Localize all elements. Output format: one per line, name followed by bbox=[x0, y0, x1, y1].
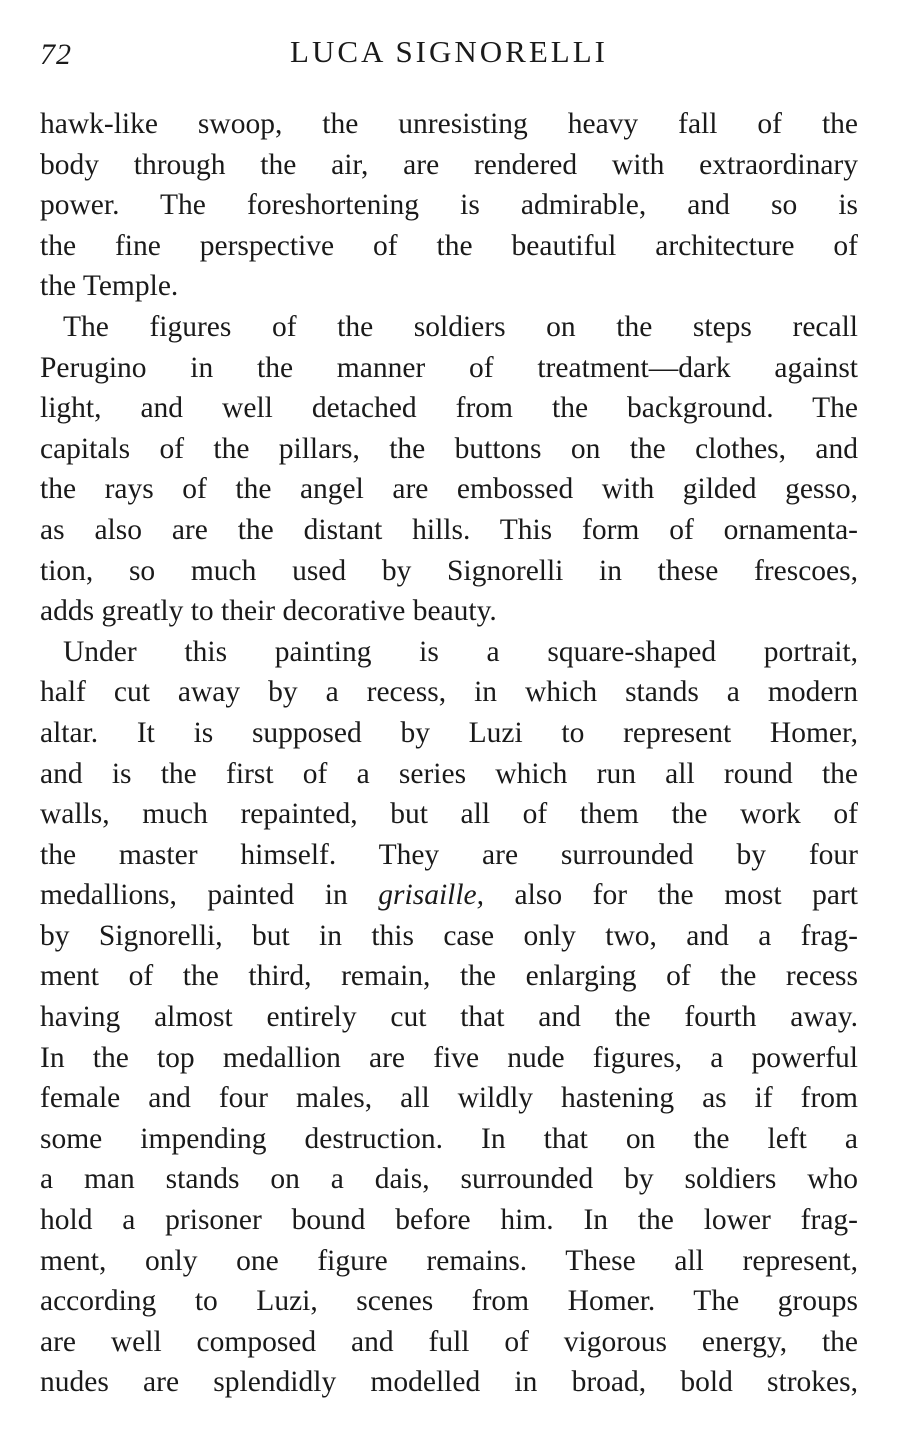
text-line-with-italic bbox=[40, 875, 858, 916]
text-run: medallions, painted in bbox=[40, 879, 379, 912]
text-line: hawk-like swoop, the unresisting heavy fall of the bbox=[40, 108, 858, 140]
running-title: LUCA SIGNORELLI bbox=[290, 34, 608, 69]
text-line: ment of the third, remain, the enlarging of the recess bbox=[40, 960, 858, 993]
running-head bbox=[40, 30, 858, 80]
text-line: hold a prisoner bound before him. In the lower frag- bbox=[40, 1204, 858, 1237]
italic-term: grisaille, bbox=[378, 879, 484, 912]
text-line: as also are the distant hills. This form of ornamenta- bbox=[40, 513, 858, 546]
text-line: light, and well detached from the background. The bbox=[40, 392, 858, 425]
text-line: Under this painting is a square-shaped portrait, bbox=[63, 635, 858, 668]
paragraph-3 bbox=[40, 632, 858, 1403]
text-line: half cut away by a recess, in which stands a modern bbox=[40, 676, 858, 709]
text-line: by Signorelli, but in this case only two, and a frag- bbox=[40, 919, 858, 952]
text-line: walls, much repainted, but all of them the work of bbox=[40, 798, 858, 831]
text-line: the fine perspective of the beautiful architecture of bbox=[40, 229, 858, 262]
paragraph-2 bbox=[40, 307, 858, 632]
text-line: the rays of the angel are embossed with gilded gesso, bbox=[40, 473, 858, 506]
text-run: also for the most part bbox=[484, 879, 858, 912]
book-page bbox=[40, 30, 858, 1403]
paragraph-1 bbox=[40, 104, 858, 307]
text-line: Perugino in the manner of treatment—dark against bbox=[40, 351, 858, 384]
text-line: female and four males, all wildly hastening as if from bbox=[40, 1082, 858, 1115]
text-line: adds greatly to their decorative beauty. bbox=[40, 595, 497, 628]
text-line: a man stands on a dais, surrounded by soldiers who bbox=[40, 1163, 858, 1196]
page-number: 72 bbox=[40, 38, 72, 71]
text-line: altar. It is supposed by Luzi to represent Homer, bbox=[40, 716, 858, 749]
text-line: having almost entirely cut that and the fourth away. bbox=[40, 1001, 858, 1034]
text-line: power. The foreshortening is admirable, and so is bbox=[40, 189, 858, 222]
text-line: and is the first of a series which run all round the bbox=[40, 757, 858, 790]
text-line: capitals of the pillars, the buttons on the clothes, and bbox=[40, 432, 858, 465]
text-line: some impending destruction. In that on the left a bbox=[40, 1122, 858, 1155]
text-line: In the top medallion are five nude figures, a powerful bbox=[40, 1041, 858, 1074]
text-line: according to Luzi, scenes from Homer. The groups bbox=[40, 1285, 858, 1318]
text-line: the master himself. They are surrounded by four bbox=[40, 838, 858, 871]
text-line: tion, so much used by Signorelli in these frescoes, bbox=[40, 554, 858, 587]
text-line: nudes are splendidly modelled in broad, bold strokes, bbox=[40, 1366, 858, 1399]
body-text bbox=[40, 104, 858, 1403]
text-line: are well composed and full of vigorous energy, the bbox=[40, 1325, 858, 1358]
text-line: ment, only one figure remains. These all represent, bbox=[40, 1244, 858, 1277]
text-line: body through the air, are rendered with extraordinary bbox=[40, 148, 858, 181]
text-line: the Temple. bbox=[40, 270, 179, 303]
text-line: The figures of the soldiers on the steps recall bbox=[63, 310, 858, 343]
